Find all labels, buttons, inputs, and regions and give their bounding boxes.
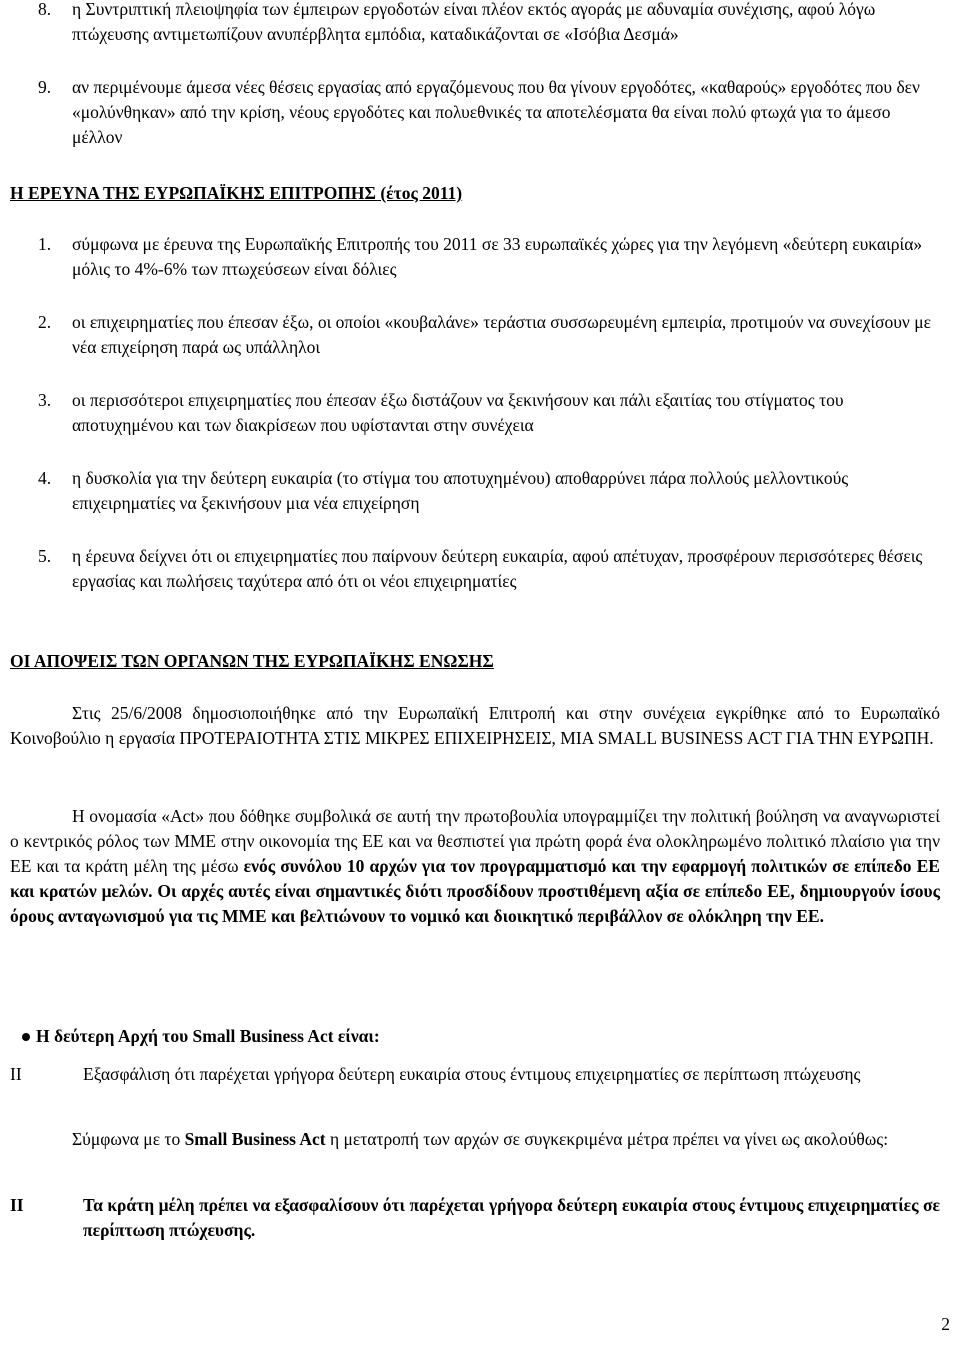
item-number: 2.: [38, 312, 52, 332]
list-item: [10, 388, 940, 438]
paragraph-text: η μετατροπή των αρχών σε συγκεκριμένα μέτρα πρέπει να γίνει ως ακολούθως:: [325, 1129, 889, 1149]
principle-item: [10, 1193, 940, 1243]
paragraph-bold-text: ενός συνόλου 10 αρχών για τον προγραμματισμό και την εφαρμογή πολιτικών σε επίπεδο ΕΕ και κρατών μελών. Οι αρχές αυτές είναι σημαντικές διότι προσδίδουν προστιθέμενη αξία σε επίπεδο ΕΕ, δημιουργούν ίσους όρους ανταγωνισμού για τις ΜΜΕ και βελτιώνουν το νομικό και διοικητικό περιβάλλον σε ολόκληρη την ΕΕ.: [10, 856, 940, 926]
principle-text: Τα κράτη μέλη πρέπει να εξασφαλίσουν ότι παρέχεται γρήγορα δεύτερη ευκαιρία στους έντιμους επιχειρηματίες σε περίπτωση πτώχευσης.: [83, 1195, 940, 1240]
bullet-text: Η δεύτερη Αρχή του Small Business Act είναι:: [36, 1026, 380, 1046]
paragraph-sba-publication: Στις 25/6/2008 δημοσιοποιήθηκε από την Ευρωπαϊκή Επιτροπή και στην συνέχεια εγκρίθηκε από το Ευρωπαϊκό Κοινοβούλιο η εργασία ΠΡΟΤΕΡΑΙΟΤΗΤΑ ΣΤΙΣ ΜΙΚΡΕΣ ΕΠΙΧΕΙΡΗΣΕΙΣ, ΜΙΑ SMALL BUSINESS ACT ΓΙΑ ΤΗΝ ΕΥΡΩΠΗ.: [10, 703, 940, 748]
principle-number: ΙΙ: [10, 1064, 22, 1084]
list-item: [10, 75, 940, 150]
list-item: [10, 232, 940, 282]
paragraph-text: Σύμφωνα με το: [72, 1129, 185, 1149]
item-number: 8.: [38, 0, 52, 19]
item-number: 1.: [38, 234, 52, 254]
bullet-item: [10, 1024, 940, 1049]
paragraph-text: Η ονομασία «Act» που δόθηκε συμβολικά σε αυτή την πρωτοβουλία υπογραμμίζει την πολιτική βούληση να αναγνωριστεί ο κεντρικός ρόλος των ΜΜΕ στην οικονομία της ΕΕ και να θεσπιστεί για πρώτη φορά ένα ολοκληρωμένο πολιτικό πλαίσιο για την ΕΕ και τα κράτη μέλη της μέσω: [10, 806, 940, 876]
eu-heading: ΟΙ ΑΠΟΨΕΙΣ ΤΩΝ ΟΡΓΑΝΩΝ ΤΗΣ ΕΥΡΩΠΑΪΚΗΣ ΕΝΩΣΗΣ: [10, 651, 494, 671]
principle-text: Εξασφάλιση ότι παρέχεται γρήγορα δεύτερη ευκαιρία στους έντιμους επιχειρηματίες σε περίπτωση πτώχευσης: [83, 1064, 861, 1084]
item-number: 3.: [38, 390, 52, 410]
paragraph-measures: [10, 1127, 940, 1152]
item-text: η έρευνα δείχνει ότι οι επιχειρηματίες που παίρνουν δεύτερη ευκαιρία, αφού απέτυχαν, προσφέρουν περισσότερες θέσεις εργασίας και πωλήσεις ταχύτερα από ότι οι νέοι επιχειρηματίες: [72, 546, 923, 591]
list-item: [10, 544, 940, 594]
list-item: [10, 0, 940, 47]
item-number: 9.: [38, 77, 52, 97]
item-text: οι περισσότεροι επιχειρηματίες που έπεσαν έξω διστάζουν να ξεκινήσουν και πάλι εξαιτίας του στίγματος του αποτυχημένου και των διακρίσεων που υφίστανται στην συνέχεια: [72, 390, 844, 435]
principle-item: [10, 1062, 940, 1087]
item-number: 5.: [38, 546, 52, 566]
item-text: η Συντριπτική πλειοψηφία των έμπειρων εργοδοτών είναι πλέον εκτός αγοράς με αδυναμία συνέχισης, αφού λόγω πτώχευσης αντιμετωπίζουν ανυπέρβλητα εμπόδια, καταδικάζονται σε «Ισόβια Δεσμά»: [72, 0, 876, 44]
bullet-icon: [22, 1033, 30, 1041]
item-text: αν περιμένουμε άμεσα νέες θέσεις εργασίας από εργαζόμενους που θα γίνουν εργοδότες, «καθαρούς» εργοδότες που δεν «μολύνθηκαν» από την κρίση, νέους εργοδότες και πολυεθνικές τα αποτελέσματα θα είναι πολύ φτωχά για το άμεσο μέλλον: [72, 77, 920, 147]
principle-number: ΙΙ: [10, 1195, 24, 1215]
item-text: η δυσκολία για την δεύτερη ευκαιρία (το στίγμα του αποτυχημένου) αποθαρρύνει πάρα πολλούς μελλοντικούς επιχειρηματίες να ξεκινήσουν μια νέα επιχείρηση: [72, 468, 849, 513]
list-item: [10, 466, 940, 516]
item-text: οι επιχειρηματίες που έπεσαν έξω, οι οποίοι «κουβαλάνε» τεράστια συσσωρευμένη εμπειρία, προτιμούν να συνεχίσουν με νέα επιχείρηση παρά ως υπάλληλοι: [72, 312, 931, 357]
paragraph-act-name: [10, 804, 940, 929]
research-heading: Η ΕΡΕΥΝΑ ΤΗΣ ΕΥΡΩΠΑΪΚΗΣ ΕΠΙΤΡΟΠΗΣ (έτος 2011): [10, 183, 463, 203]
list-item: [10, 310, 940, 360]
item-number: 4.: [38, 468, 52, 488]
page-number: 2: [941, 1314, 950, 1334]
item-text: σύμφωνα με έρευνα της Ευρωπαϊκής Επιτροπής του 2011 σε 33 ευρωπαϊκές χώρες για την λεγόμενη «δεύτερη ευκαιρία» μόλις το 4%-6% των πτωχεύσεων είναι δόλιες: [72, 234, 923, 279]
paragraph-bold-text: Small Business Act: [184, 1129, 326, 1149]
